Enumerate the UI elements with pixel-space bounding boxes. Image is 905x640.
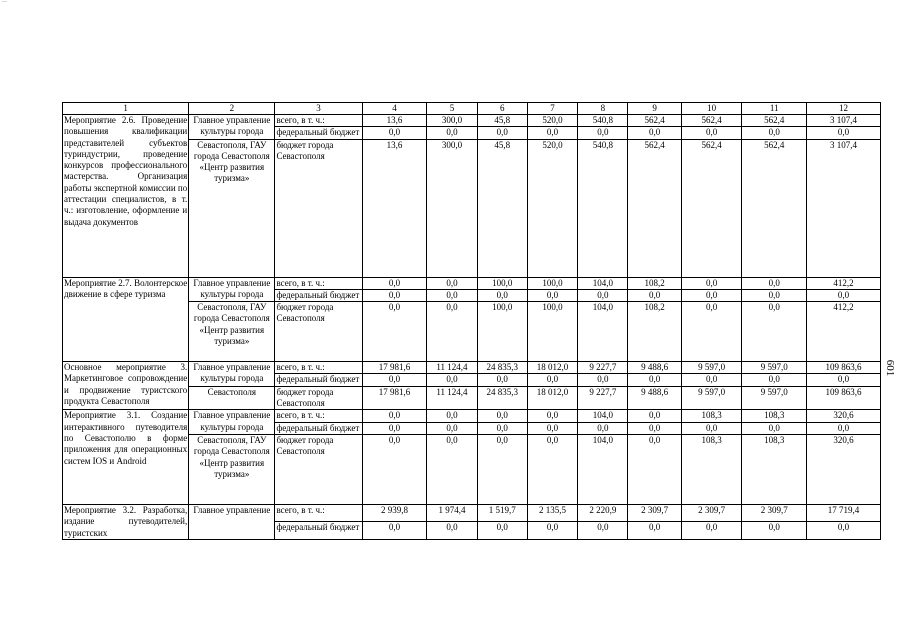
header-cell: 3 [275, 103, 362, 115]
amount-cell: 100,0 [477, 277, 527, 289]
funding-source-cell: всего, в т. ч.: [275, 504, 362, 521]
amount-cell: 100,0 [527, 277, 577, 289]
amount-cell: 3 107,4 [807, 139, 881, 277]
amount-cell: 0,0 [362, 434, 427, 504]
amount-cell: 0,0 [578, 522, 628, 539]
amount-cell: 9 597,0 [742, 362, 807, 374]
amount-cell: 3 107,4 [807, 115, 881, 127]
table-row [63, 277, 881, 289]
funding-source-cell: всего, в т. ч.: [275, 277, 362, 289]
funding-source-cell: всего, в т. ч.: [275, 362, 362, 374]
amount-cell: 0,0 [527, 410, 577, 422]
amount-cell: 100,0 [477, 302, 527, 362]
amount-cell: 2 309,7 [681, 504, 742, 521]
executor-cell-continued: Севастополя, ГАУ города Севастополя «Центр развития туризма» [189, 434, 275, 504]
amount-cell: 0,0 [628, 410, 681, 422]
amount-cell: 0,0 [477, 434, 527, 504]
amount-cell: 0,0 [578, 289, 628, 301]
amount-cell: 104,0 [578, 277, 628, 289]
amount-cell: 17 981,6 [362, 386, 427, 410]
amount-cell: 0,0 [362, 277, 427, 289]
amount-cell: 109 863,6 [807, 386, 881, 410]
amount-cell: 9 597,0 [681, 386, 742, 410]
executor-cell: Главное управление культуры города [189, 115, 275, 140]
table-row [63, 362, 881, 374]
header-cell: 11 [742, 103, 807, 115]
amount-cell: 0,0 [527, 434, 577, 504]
amount-cell: 17 719,4 [807, 504, 881, 521]
header-cell: 8 [578, 103, 628, 115]
amount-cell: 0,0 [742, 422, 807, 434]
amount-cell: 300,0 [427, 139, 477, 277]
header-cell: 5 [427, 103, 477, 115]
amount-cell: 2 939,8 [362, 504, 427, 521]
amount-cell: 0,0 [427, 302, 477, 362]
amount-cell: 24 835,3 [477, 362, 527, 374]
amount-cell: 109 863,6 [807, 362, 881, 374]
amount-cell: 11 124,4 [427, 362, 477, 374]
amount-cell: 0,0 [628, 522, 681, 539]
amount-cell: 0,0 [578, 127, 628, 139]
activity-name-cell: Мероприятие 2.7. Волонтерское движение в сфере туризма [63, 277, 189, 362]
funding-source-cell: бюджет города Севастополя [275, 434, 362, 504]
amount-cell: 0,0 [628, 289, 681, 301]
amount-cell: 0,0 [427, 127, 477, 139]
page-number: 601 [884, 359, 896, 377]
amount-cell: 0,0 [427, 277, 477, 289]
amount-cell: 2 309,7 [742, 504, 807, 521]
activity-name-cell: Основное мероприятие 3. Маркетинговое сопровождение и продвижение туристского продукта Севастополя [63, 362, 189, 410]
amount-cell: 9 488,6 [628, 386, 681, 410]
amount-cell: 0,0 [742, 374, 807, 386]
amount-cell: 108,2 [628, 277, 681, 289]
funding-source-cell: всего, в т. ч.: [275, 410, 362, 422]
amount-cell: 300,0 [427, 115, 477, 127]
amount-cell: 108,3 [742, 410, 807, 422]
header-cell: 1 [63, 103, 189, 115]
amount-cell: 562,4 [742, 139, 807, 277]
amount-cell: 0,0 [427, 434, 477, 504]
amount-cell: 2 135,5 [527, 504, 577, 521]
amount-cell: 0,0 [681, 302, 742, 362]
table-row [63, 504, 881, 521]
amount-cell: 0,0 [681, 127, 742, 139]
amount-cell: 0,0 [628, 374, 681, 386]
amount-cell: 562,4 [681, 139, 742, 277]
amount-cell: 0,0 [427, 422, 477, 434]
amount-cell: 17 981,6 [362, 362, 427, 374]
amount-cell: 562,4 [628, 139, 681, 277]
amount-cell: 562,4 [742, 115, 807, 127]
funding-source-cell: бюджет города Севастополя [275, 139, 362, 277]
amount-cell: 104,0 [578, 302, 628, 362]
amount-cell: 0,0 [742, 127, 807, 139]
amount-cell: 1 974,4 [427, 504, 477, 521]
amount-cell: 108,2 [628, 302, 681, 362]
amount-cell: 0,0 [527, 422, 577, 434]
header-cell: 9 [628, 103, 681, 115]
amount-cell: 108,3 [681, 410, 742, 422]
amount-cell: 1 519,7 [477, 504, 527, 521]
funding-source-cell: бюджет города Севастополя [275, 386, 362, 410]
activity-name-cell: Мероприятие 2.6. Проведение повышения квалификации представителей субъектов туриндустрии, проведение конкурсов профессионального мастерства. Организация работы экспертной комиссии по аттестации специалистов, в т. ч.: изготовление, оформление и выдача документов [63, 115, 189, 278]
funding-source-cell: федеральный бюджет [275, 522, 362, 539]
amount-cell: 0,0 [527, 127, 577, 139]
activity-name-cell: Мероприятие 3.2. Разработка, издание путеводителей, туристских [64, 504, 188, 538]
amount-cell: 13,6 [362, 139, 427, 277]
amount-cell: 0,0 [362, 302, 427, 362]
amount-cell: 0,0 [578, 374, 628, 386]
amount-cell: 0,0 [477, 289, 527, 301]
amount-cell: 0,0 [628, 434, 681, 504]
amount-cell: 0,0 [362, 422, 427, 434]
amount-cell: 0,0 [527, 289, 577, 301]
amount-cell: 0,0 [578, 422, 628, 434]
amount-cell: 0,0 [681, 289, 742, 301]
amount-cell: 100,0 [527, 302, 577, 362]
table-row [63, 410, 881, 422]
amount-cell: 104,0 [578, 410, 628, 422]
funding-source-cell: бюджет города Севастополя [275, 302, 362, 362]
amount-cell: 520,0 [527, 139, 577, 277]
header-cell: 4 [362, 103, 427, 115]
executor-cell: Главное управление культуры города [189, 410, 275, 435]
amount-cell: 108,3 [742, 434, 807, 504]
amount-cell: 11 124,4 [427, 386, 477, 410]
funding-source-cell: федеральный бюджет [275, 289, 362, 301]
header-cell: 7 [527, 103, 577, 115]
amount-cell: 562,4 [681, 115, 742, 127]
amount-cell: 0,0 [681, 277, 742, 289]
amount-cell: 0,0 [742, 277, 807, 289]
header-cell: 2 [189, 103, 275, 115]
amount-cell: 0,0 [681, 422, 742, 434]
header-cell: 6 [477, 103, 527, 115]
amount-cell: 9 227,7 [578, 362, 628, 374]
table-row [63, 115, 881, 127]
amount-cell: 13,6 [362, 115, 427, 127]
amount-cell: 0,0 [742, 522, 807, 539]
activity-name-cell: Мероприятие 3.1. Создание интерактивного путеводителя по Севастополю в форме приложения для операционных систем IOS и Android [63, 410, 189, 505]
amount-cell: 45,8 [477, 115, 527, 127]
amount-cell: 412,2 [807, 277, 881, 289]
amount-cell: 0,0 [807, 522, 881, 539]
amount-cell: 104,0 [578, 434, 628, 504]
executor-cell: Главное управление культуры города [189, 362, 275, 387]
amount-cell: 562,4 [628, 115, 681, 127]
amount-cell: 108,3 [681, 434, 742, 504]
executor-cell: Главное управление [189, 504, 275, 539]
amount-cell: 0,0 [628, 127, 681, 139]
amount-cell: 2 220,9 [578, 504, 628, 521]
amount-cell: 0,0 [681, 374, 742, 386]
amount-cell: 0,0 [807, 422, 881, 434]
amount-cell: 45,8 [477, 139, 527, 277]
scan-corner-mark: — [2, 0, 7, 5]
amount-cell: 540,8 [578, 115, 628, 127]
amount-cell: 9 488,6 [628, 362, 681, 374]
amount-cell: 0,0 [427, 522, 477, 539]
amount-cell: 9 227,7 [578, 386, 628, 410]
executor-cell: Главное управление культуры города [189, 277, 275, 302]
amount-cell: 0,0 [427, 289, 477, 301]
executor-cell-continued: Севастополя [189, 386, 275, 410]
amount-cell: 0,0 [362, 127, 427, 139]
amount-cell: 0,0 [807, 289, 881, 301]
amount-cell: 0,0 [527, 374, 577, 386]
amount-cell: 24 835,3 [477, 386, 527, 410]
amount-cell: 0,0 [427, 374, 477, 386]
executor-cell-continued: Севастополя, ГАУ города Севастополя «Центр развития туризма» [189, 302, 275, 362]
amount-cell: 0,0 [681, 522, 742, 539]
amount-cell: 0,0 [742, 302, 807, 362]
amount-cell: 0,0 [477, 522, 527, 539]
amount-cell: 0,0 [362, 522, 427, 539]
amount-cell: 320,6 [807, 410, 881, 422]
amount-cell: 0,0 [628, 422, 681, 434]
amount-cell: 0,0 [742, 289, 807, 301]
funding-source-cell: федеральный бюджет [275, 374, 362, 386]
amount-cell: 0,0 [527, 522, 577, 539]
amount-cell: 540,8 [578, 139, 628, 277]
amount-cell: 9 597,0 [742, 386, 807, 410]
amount-cell: 2 309,7 [628, 504, 681, 521]
header-cell: 10 [681, 103, 742, 115]
amount-cell: 0,0 [362, 374, 427, 386]
amount-cell: 18 012,0 [527, 386, 577, 410]
amount-cell: 412,2 [807, 302, 881, 362]
amount-cell: 0,0 [477, 127, 527, 139]
funding-source-cell: федеральный бюджет [275, 422, 362, 434]
amount-cell: 0,0 [427, 410, 477, 422]
amount-cell: 0,0 [807, 127, 881, 139]
executor-cell-continued: Севастополя, ГАУ города Севастополя «Центр развития туризма» [189, 139, 275, 277]
header-cell: 12 [807, 103, 881, 115]
funding-source-cell: всего, в т. ч.: [275, 115, 362, 127]
amount-cell: 0,0 [477, 410, 527, 422]
amount-cell: 0,0 [477, 422, 527, 434]
amount-cell: 0,0 [477, 374, 527, 386]
amount-cell: 320,6 [807, 434, 881, 504]
amount-cell: 520,0 [527, 115, 577, 127]
header-row [63, 103, 881, 115]
amount-cell: 9 597,0 [681, 362, 742, 374]
funding-source-cell: федеральный бюджет [275, 127, 362, 139]
budget-table [62, 102, 881, 540]
amount-cell: 0,0 [807, 374, 881, 386]
amount-cell: 0,0 [362, 410, 427, 422]
amount-cell: 18 012,0 [527, 362, 577, 374]
amount-cell: 0,0 [362, 289, 427, 301]
